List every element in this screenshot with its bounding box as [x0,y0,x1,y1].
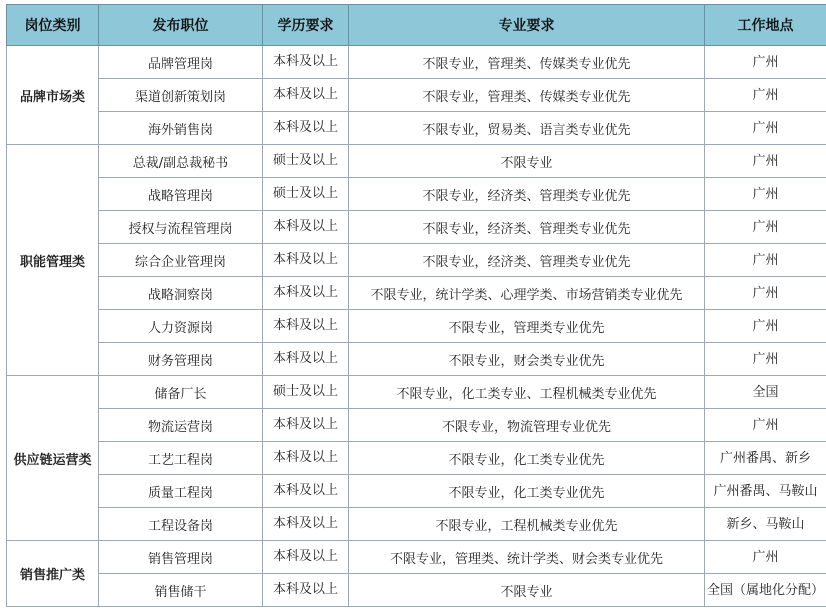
location-cell: 广州 [705,409,826,442]
major-cell: 不限专业，管理类、统计学类、财会类专业优先 [349,541,705,574]
position-cell: 销售管理岗 [99,541,263,574]
position-cell: 储备厂长 [99,376,263,409]
position-cell: 质量工程岗 [99,475,263,508]
category-cell: 供应链运营类 [7,376,99,541]
table-row [7,310,826,343]
education-cell: 本科及以上 [263,211,349,244]
table-header-row [7,5,826,46]
location-cell: 广州 [705,310,826,343]
table-row [7,46,826,79]
job-postings-table [6,4,826,607]
location-cell: 广州番禺、马鞍山 [705,475,826,508]
position-cell: 销售储干 [99,574,263,607]
education-cell: 本科及以上 [263,277,349,310]
major-cell: 不限专业 [349,145,705,178]
position-cell: 渠道创新策划岗 [99,79,263,112]
location-cell: 广州 [705,178,826,211]
table-row [7,145,826,178]
table-row [7,211,826,244]
table-row [7,112,826,145]
location-cell: 广州 [705,343,826,376]
position-cell: 物流运营岗 [99,409,263,442]
table-row [7,343,826,376]
major-cell: 不限专业 [349,574,705,607]
header-education: 学历要求 [263,5,349,46]
category-cell: 品牌市场类 [7,46,99,145]
education-cell: 本科及以上 [263,343,349,376]
major-cell: 不限专业，管理类、传媒类专业优先 [349,79,705,112]
table-row [7,79,826,112]
position-cell: 总裁/副总裁秘书 [99,145,263,178]
location-cell: 广州 [705,112,826,145]
major-cell: 不限专业，管理类、传媒类专业优先 [349,46,705,79]
location-cell: 广州 [705,277,826,310]
education-cell: 本科及以上 [263,409,349,442]
education-cell: 本科及以上 [263,46,349,79]
table-row [7,574,826,607]
position-cell: 人力资源岗 [99,310,263,343]
major-cell: 不限专业，管理类专业优先 [349,310,705,343]
education-cell: 本科及以上 [263,541,349,574]
location-cell: 广州 [705,145,826,178]
education-cell: 本科及以上 [263,112,349,145]
education-cell: 本科及以上 [263,79,349,112]
location-cell: 全国（属地化分配） [705,574,826,607]
table-row [7,409,826,442]
job-table-container [6,4,826,607]
education-cell: 本科及以上 [263,310,349,343]
position-cell: 财务管理岗 [99,343,263,376]
table-row [7,277,826,310]
major-cell: 不限专业，物流管理专业优先 [349,409,705,442]
location-cell: 广州 [705,79,826,112]
position-cell: 品牌管理岗 [99,46,263,79]
major-cell: 不限专业，财会类专业优先 [349,343,705,376]
table-row [7,244,826,277]
major-cell: 不限专业，化工类专业、工程机械类专业优先 [349,376,705,409]
position-cell: 海外销售岗 [99,112,263,145]
category-cell: 销售推广类 [7,541,99,607]
table-row [7,541,826,574]
position-cell: 战略洞察岗 [99,277,263,310]
location-cell: 广州 [705,244,826,277]
location-cell: 广州 [705,211,826,244]
major-cell: 不限专业，经济类、管理类专业优先 [349,244,705,277]
table-row [7,475,826,508]
major-cell: 不限专业，贸易类、语言类专业优先 [349,112,705,145]
major-cell: 不限专业，经济类、管理类专业优先 [349,178,705,211]
location-cell: 广州 [705,541,826,574]
education-cell: 本科及以上 [263,442,349,475]
position-cell: 工艺工程岗 [99,442,263,475]
location-cell: 全国 [705,376,826,409]
major-cell: 不限专业，化工类专业优先 [349,442,705,475]
table-row [7,508,826,541]
table-row [7,442,826,475]
location-cell: 广州 [705,46,826,79]
education-cell: 硕士及以上 [263,376,349,409]
table-row [7,178,826,211]
major-cell: 不限专业，统计学类、心理学类、市场营销类专业优先 [349,277,705,310]
education-cell: 本科及以上 [263,508,349,541]
location-cell: 广州番禺、新乡 [705,442,826,475]
header-category: 岗位类别 [7,5,99,46]
position-cell: 授权与流程管理岗 [99,211,263,244]
education-cell: 硕士及以上 [263,178,349,211]
header-position: 发布职位 [99,5,263,46]
position-cell: 战略管理岗 [99,178,263,211]
education-cell: 本科及以上 [263,244,349,277]
header-location: 工作地点 [705,5,826,46]
major-cell: 不限专业，化工类专业优先 [349,475,705,508]
header-major: 专业要求 [349,5,705,46]
category-cell: 职能管理类 [7,145,99,376]
major-cell: 不限专业，工程机械类专业优先 [349,508,705,541]
education-cell: 硕士及以上 [263,145,349,178]
position-cell: 综合企业管理岗 [99,244,263,277]
major-cell: 不限专业，经济类、管理类专业优先 [349,211,705,244]
location-cell: 新乡、马鞍山 [705,508,826,541]
position-cell: 工程设备岗 [99,508,263,541]
education-cell: 本科及以上 [263,574,349,607]
education-cell: 本科及以上 [263,475,349,508]
table-row [7,376,826,409]
